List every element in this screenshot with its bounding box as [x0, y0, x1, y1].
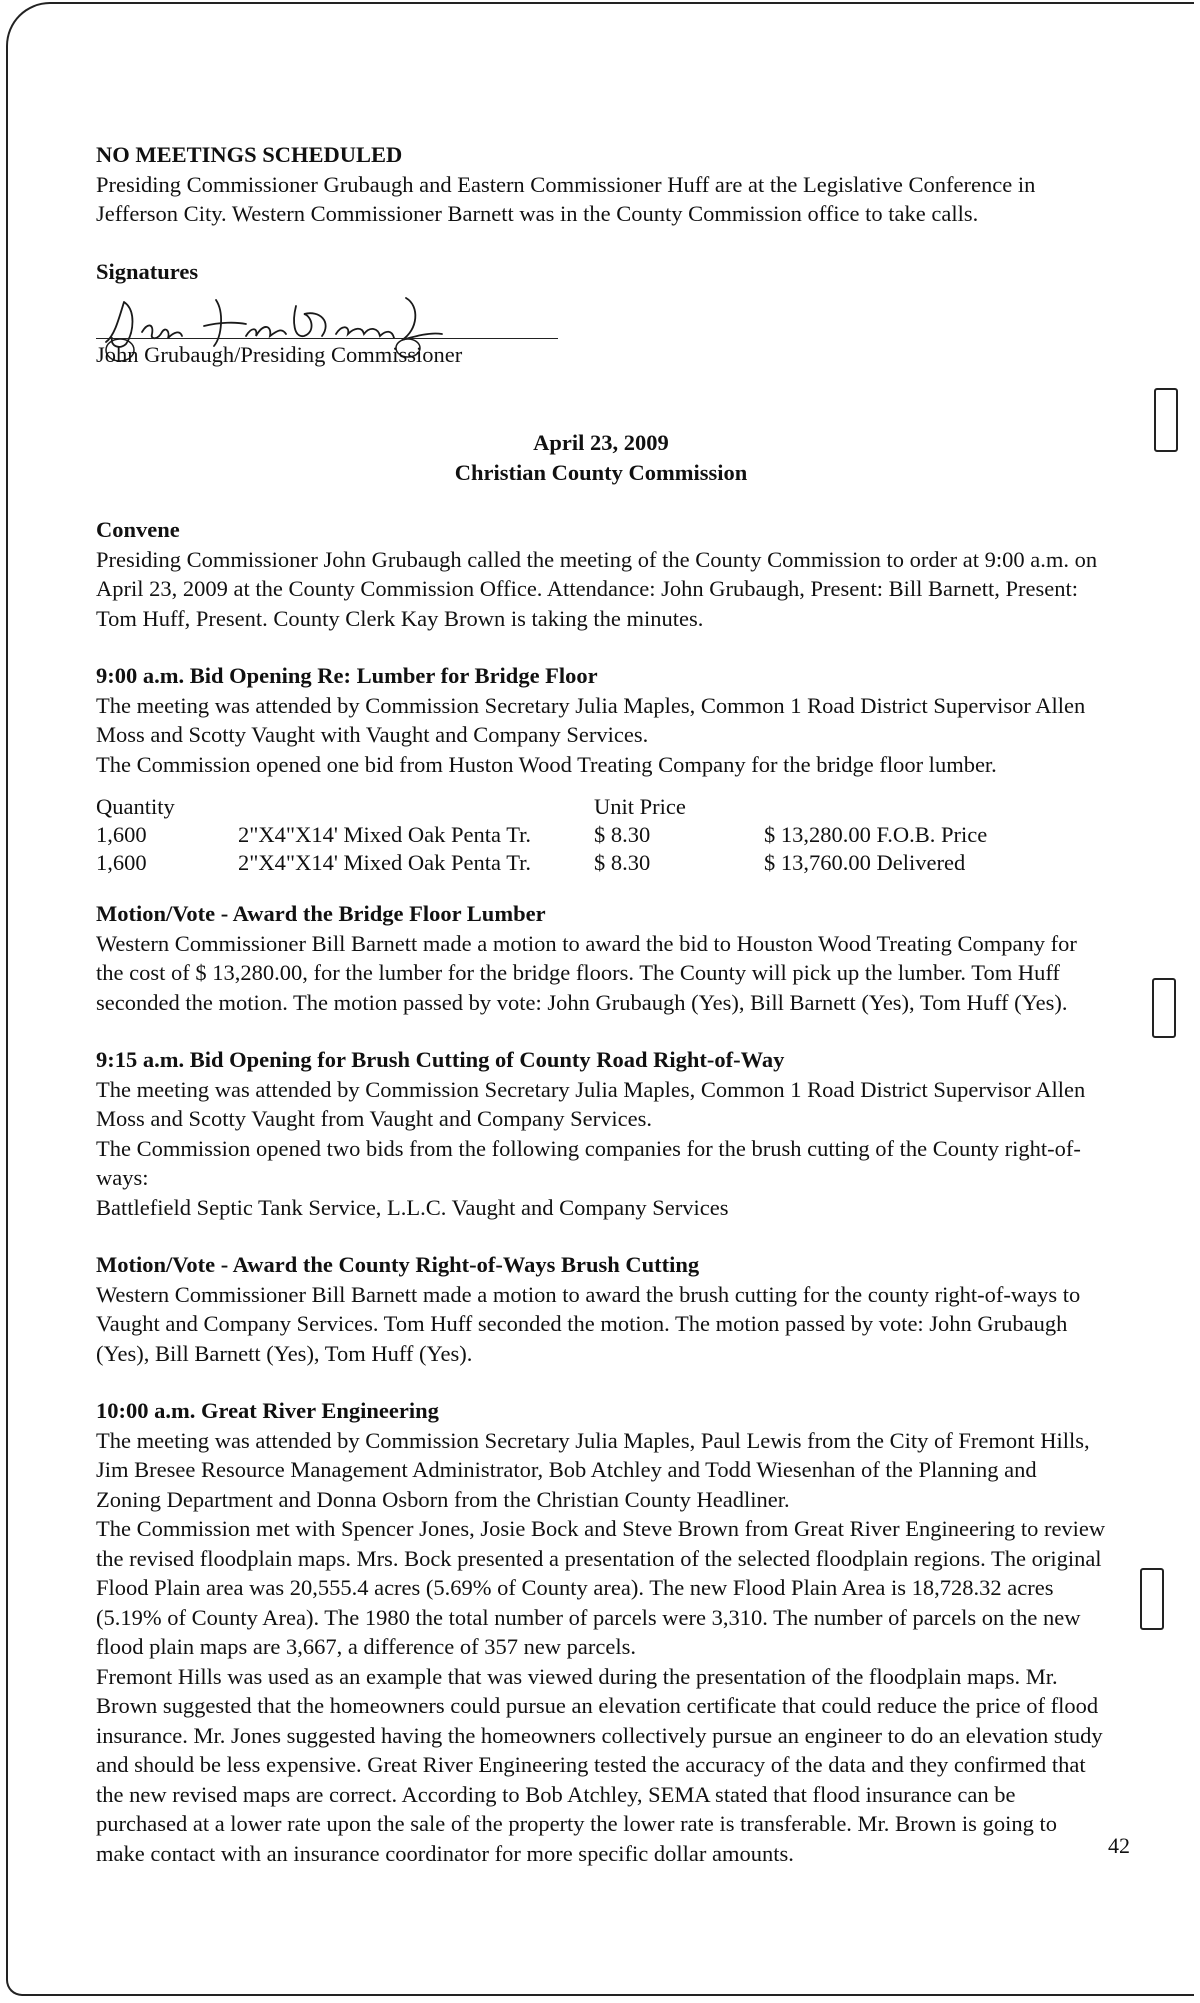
quantity-cell: 1,600 — [96, 822, 147, 847]
bid-brush-section — [96, 1045, 1106, 1222]
item-cell: 2"X4"X14' Mixed Oak Penta Tr. — [238, 850, 532, 875]
bid-lumber-section — [96, 661, 1106, 877]
total-cell: $ 13,760.00 Delivered — [764, 850, 966, 875]
total-cell: $ 13,280.00 F.O.B. Price — [764, 822, 988, 847]
meeting-heading — [96, 428, 1106, 487]
section-text: Fremont Hills was used as an example that was viewed during the presentation of the floodplain maps. Mr. Brown suggested that the homeowners could pursue an elevation certificate that could reduce the price of flood insurance. Mr. Jones suggested having the homeowners collectively pursue an engineer to do an elevation study and should be less expensive. Great River Engineering tested the accuracy of the data and they confirmed that the new revised maps are correct. According to Bob Atchley, SEMA stated that flood insurance can be purchased at a lower rate upon the sale of the property the lower rate is transferable. Mr. Brown is going to make contact with an insurance coordinator for more specific dollar amounts. — [96, 1663, 1103, 1866]
section-text: Battlefield Septic Tank Service, L.L.C. Vaught and Company Services — [96, 1194, 729, 1220]
section-title: 9:00 a.m. Bid Opening Re: Lumber for Bridge Floor — [96, 663, 598, 688]
signatures-label: Signatures — [96, 258, 199, 284]
section-text: Western Commissioner Bill Barnett made a motion to award the bid to Houston Wood Treating Company for the cost of $ 13,280.00, for the lumber for the bridge floors. The County will pick up the lumber. Tom Huff seconded the motion. The motion passed by vote: John Grubaugh (Yes), Bill Barnett (Yes), Tom Huff (Yes). — [96, 930, 1077, 1015]
total-header — [764, 793, 987, 821]
section-title: Convene — [96, 517, 180, 542]
section-text: Presiding Commissioner Grubaugh and Eastern Commissioner Huff are at the Legislative Conference in Jefferson City. Western Commissioner Barnett was in the County Commission office to take calls. — [96, 171, 1036, 226]
section-text: Presiding Commissioner John Grubaugh called the meeting of the County Commission to order at 9:00 a.m. on April 23, 2009 at the County Commission Office. Attendance: John Grubaugh, Present: Bill Barnett, Present: Tom Huff, Present. County Clerk Kay Brown is taking the minutes. — [96, 546, 1098, 631]
motion-lumber-section — [96, 899, 1106, 1017]
section-text: The Commission met with Spencer Jones, Josie Bock and Steve Brown from Great River Engineering to review the revised floodplain maps. Mrs. Bock presented a presentation of the selected floodplain regions. The original Flood Plain area was 20,555.4 acres (5.69% of County area). The new Flood Plain Area is 18,728.32 acres (5.19% of County Area). The 1980 the total number of parcels were 3,310. The number of parcels on the new flood plain maps are 3,667, a difference of 357 new parcels. — [96, 1516, 1106, 1659]
unit-price-cell: $ 8.30 — [594, 822, 651, 847]
table-row — [96, 849, 987, 877]
section-text: Western Commissioner Bill Barnett made a motion to award the brush cutting for the county right-of-ways to Vaught and Company Services. Tom Huff seconded the motion. The motion passed by vote: John Grubaugh (Yes), Bill Barnett (Yes), Tom Huff (Yes). — [96, 1281, 1081, 1366]
item-cell: 2"X4"X14' Mixed Oak Penta Tr. — [238, 822, 532, 847]
margin-marker-1 — [1154, 388, 1178, 452]
section-title: NO MEETINGS SCHEDULED — [96, 142, 403, 167]
motion-brush-section — [96, 1250, 1106, 1368]
section-title: 9:15 a.m. Bid Opening for Brush Cutting of County Road Right-of-Way — [96, 1047, 785, 1072]
table-header-row — [96, 793, 987, 821]
section-text: The Commission opened one bid from Huston Wood Treating Company for the bridge floor lumber. — [96, 751, 997, 777]
quantity-cell: 1,600 — [96, 850, 147, 875]
section-text: The meeting was attended by Commission Secretary Julia Maples, Common 1 Road District Supervisor Allen Moss and Scotty Vaught from Vaught and Company Services. — [96, 1076, 1086, 1131]
minutes-content — [96, 140, 1106, 1896]
signature-line — [96, 338, 558, 339]
page-number: 42 — [1108, 1833, 1130, 1858]
section-text: The meeting was attended by Commission Secretary Julia Maples, Common 1 Road District Supervisor Allen Moss and Scotty Vaught with Vaught and Company Services. — [96, 692, 1086, 747]
margin-marker-3 — [1140, 1568, 1164, 1630]
section-text: The Commission opened two bids from the following companies for the brush cutting of the County right-of-ways: — [96, 1135, 1081, 1190]
engineering-section — [96, 1396, 1106, 1868]
quantity-header: Quantity — [96, 794, 175, 819]
signatures-section — [96, 257, 1106, 389]
unit-price-header: Unit Price — [594, 794, 686, 819]
signature-caption: John Grubaugh/Presiding Commissioner — [96, 342, 463, 367]
no-meetings-section — [96, 140, 1106, 229]
meeting-date: April 23, 2009 — [533, 430, 669, 455]
signature-area — [96, 292, 1106, 388]
section-title: Motion/Vote - Award the County Right-of-Ways Brush Cutting — [96, 1252, 700, 1277]
section-title: 10:00 a.m. Great River Engineering — [96, 1398, 439, 1423]
meeting-body: Christian County Commission — [454, 459, 748, 485]
item-header — [238, 793, 594, 821]
unit-price-cell: $ 8.30 — [594, 850, 651, 875]
section-text: The meeting was attended by Commission Secretary Julia Maples, Paul Lewis from the City of Fremont Hills, Jim Bresee Resource Management Administrator, Bob Atchley and Todd Wiesenhan of the Planning and Zoning Department and Donna Osborn from the Christian County Headliner. — [96, 1427, 1090, 1512]
bid-table — [96, 793, 987, 877]
table-row — [96, 821, 987, 849]
convene-section — [96, 515, 1106, 633]
section-title: Motion/Vote - Award the Bridge Floor Lumber — [96, 901, 546, 926]
margin-marker-2 — [1152, 978, 1176, 1038]
